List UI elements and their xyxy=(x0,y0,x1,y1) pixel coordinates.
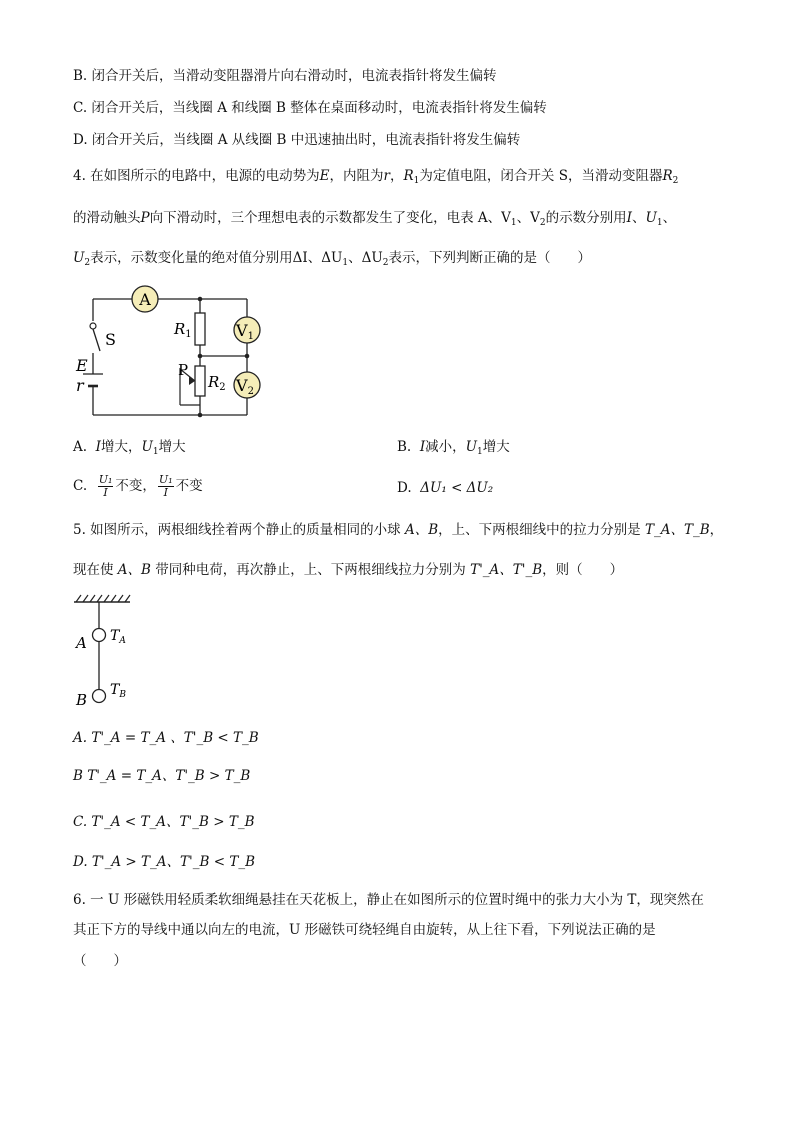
fraction-delta-u1-over-i: $\frac{\text{U₁}}{I}$ xyxy=(158,473,173,499)
q6-stem-line2: 其正下方的导线中通以向左的电流，U 形磁铁可绕轻绳自由旋转，从上往下看，下列说法正确的是 xyxy=(73,922,656,938)
ball-a xyxy=(93,629,106,642)
q4-option-d: D. ΔU₁ < ΔU₂ xyxy=(397,480,494,496)
q5-option-b: B T'_A = T_A、T'_B > T_B xyxy=(73,768,251,784)
q4-option-b: B. I减小，$U_1$增大 xyxy=(397,439,510,457)
switch-label: S xyxy=(105,330,116,349)
rheostat-r2 xyxy=(195,366,205,396)
voltmeter-v1-label: V1 xyxy=(236,321,254,342)
voltmeter-v2-label: V2 xyxy=(236,376,254,397)
q4-stem-line2: 的滑动触头P向下滑动时，三个理想电表的示数都发生了变化，电表 A、$V_1$、$V_2$的示数分别用I、$U_1$、 xyxy=(73,210,677,228)
ceiling-hatch xyxy=(76,595,130,602)
q3-option-b: B. 闭合开关后，当滑动变阻器滑片向右滑动时，电流表指针将发生偏转 xyxy=(73,68,497,84)
q5-hanging-balls-figure xyxy=(70,592,150,712)
fraction-u1-over-i: $\frac{\text{U₁}}{I}$ xyxy=(98,473,113,499)
q4-stem-line3: $U_2$表示，示数变化量的绝对值分别用ΔI、$\Delta U_1$、$\Delta U_2$表示，下列判断正确的是（ ） xyxy=(73,250,591,268)
q5-stem-line1: 5. 如图所示，两根细线拴着两个静止的质量相同的小球 A、B，上、下两根细线中的拉力分别是 T_A、T_B， xyxy=(73,522,724,538)
switch-pivot xyxy=(90,323,96,329)
q6-stem-line3: （ ） xyxy=(73,953,127,969)
q5-stem-line2: 现在使 A、B 带同种电荷，再次静止，上、下两根细线拉力分别为 T'_A、T'_B，则（ ） xyxy=(73,562,624,578)
emf-label: E xyxy=(76,356,88,375)
ball-b-label: B xyxy=(76,691,88,709)
q3-option-d: D. 闭合开关后，当线圈 A 从线圈 B 中迅速抽出时，电流表指针将发生偏转 xyxy=(73,132,521,148)
q4-circuit-diagram xyxy=(70,285,270,420)
q4-stem-line1: 4. 在如图所示的电路中，电源的电动势为E，内阻为r，$R_1$为定值电阻，闭合开关 S，当滑动变阻器$R_2$ xyxy=(73,168,679,186)
ammeter-label: A xyxy=(139,290,151,309)
q5-option-c: C. T'_A < T_A、T'_B > T_B xyxy=(73,814,255,830)
q6-stem-line1: 6. 一 U 形磁铁用轻质柔软细绳悬挂在天花板上，静止在如图所示的位置时绳中的张力大小为 T，现突然在 xyxy=(73,892,704,908)
ball-a-label: A xyxy=(76,634,87,652)
q4-option-a: A. I增大，$U_1$增大 xyxy=(73,439,186,457)
ball-b xyxy=(93,690,106,703)
q3-option-c: C. 闭合开关后，当线圈 A 和线圈 B 整体在桌面移动时，电流表指针将发生偏转 xyxy=(73,100,547,116)
internal-resistance-label: r xyxy=(76,376,84,395)
slider-p-label: P xyxy=(178,361,189,379)
resistor-r1 xyxy=(195,313,205,345)
tension-b-label: $T_B$ xyxy=(110,682,126,700)
q4-option-c: C. $\frac{\text{U₁}}{I}$ 不变， $\frac{\text{U₁}}{I}$ 不变 xyxy=(73,473,203,499)
q5-option-a: A. T'_A = T_A 、T'_B < T_B xyxy=(73,730,259,746)
tension-a-label: $T_A$ xyxy=(110,628,126,646)
q5-option-d: D. T'_A > T_A、T'_B < T_B xyxy=(73,854,255,870)
r1-label: $R_1$ xyxy=(174,320,192,340)
r2-label: $R_2$ xyxy=(208,373,226,393)
